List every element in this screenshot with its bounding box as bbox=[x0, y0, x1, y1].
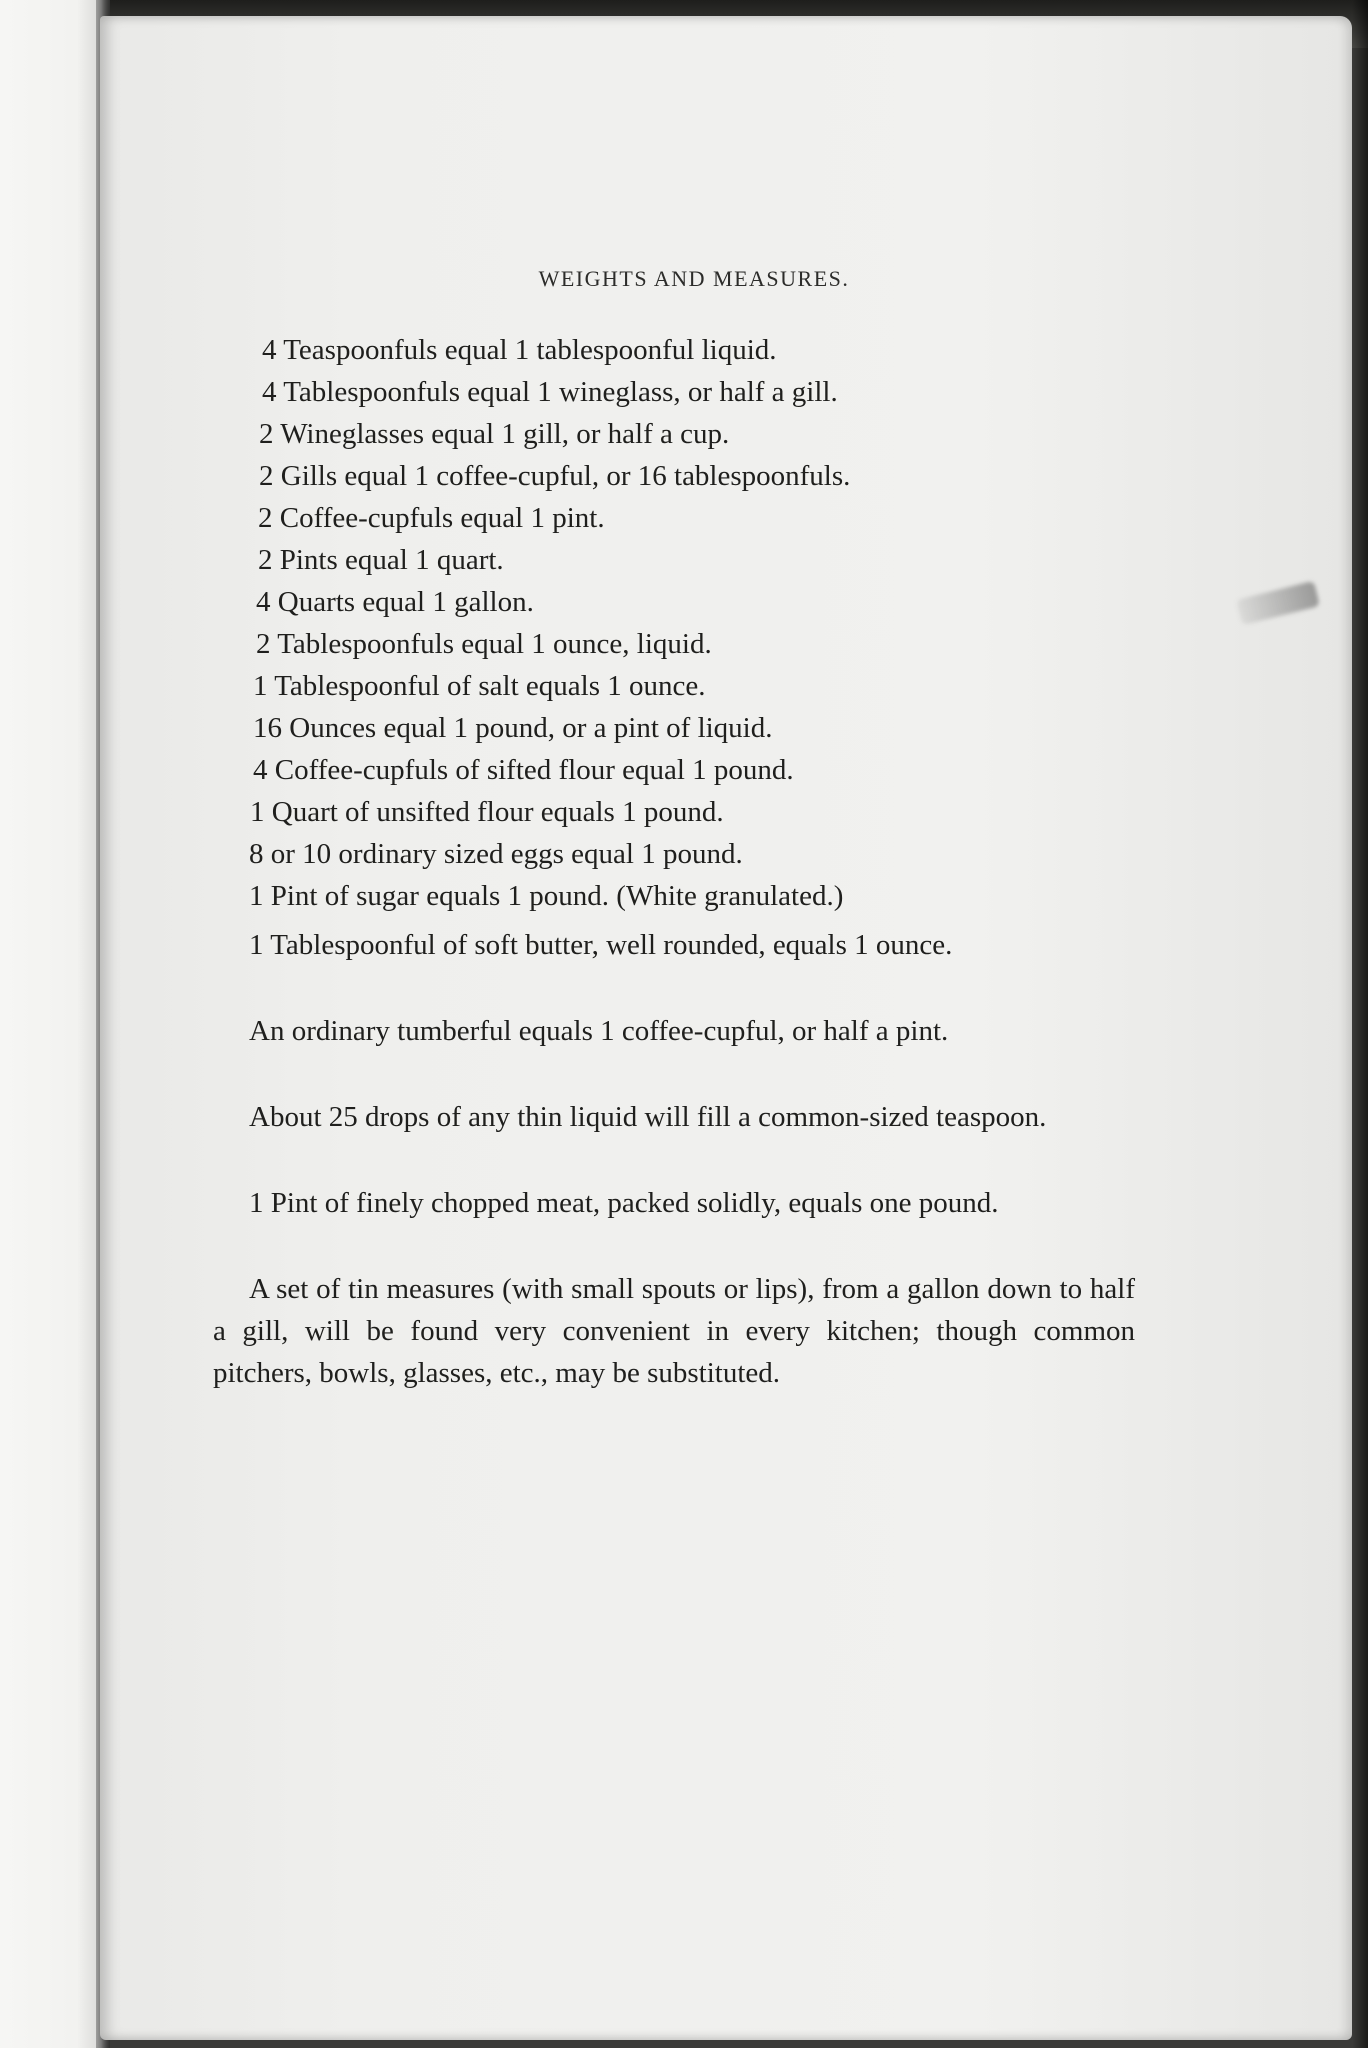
measure-line: 1 Pint of sugar equals 1 pound. (White granulated.) bbox=[249, 880, 844, 912]
measure-line: 4 Coffee-cupfuls of sifted flour equal 1 pound. bbox=[253, 754, 794, 786]
measure-line: 4 Tablespoonfuls equal 1 wineglass, or half a gill. bbox=[262, 376, 838, 408]
measure-line: 2 Gills equal 1 coffee-cupful, or 16 tablespoonfuls. bbox=[259, 460, 851, 492]
measure-line: 2 Coffee-cupfuls equal 1 pint. bbox=[258, 502, 605, 534]
measure-line: 4 Teaspoonfuls equal 1 tablespoonful liquid. bbox=[262, 334, 777, 366]
measure-line: 16 Ounces equal 1 pound, or a pint of liquid. bbox=[253, 712, 773, 744]
measure-line: 1 Quart of unsifted flour equals 1 pound. bbox=[250, 796, 724, 828]
measure-paragraph: 1 Tablespoonful of soft butter, well rounded, equals 1 ounce. bbox=[249, 929, 953, 961]
measure-paragraph: 1 Pint of finely chopped meat, packed solidly, equals one pound. bbox=[249, 1187, 999, 1219]
facing-page-edge bbox=[0, 0, 110, 2048]
page-heading: WEIGHTS AND MEASURES. bbox=[538, 266, 850, 291]
measure-paragraph: An ordinary tumberful equals 1 coffee-cupful, or half a pint. bbox=[249, 1015, 949, 1047]
measure-line: 8 or 10 ordinary sized eggs equal 1 pound. bbox=[249, 838, 743, 870]
measure-line: 4 Quarts equal 1 gallon. bbox=[256, 586, 534, 618]
measure-line: 2 Pints equal 1 quart. bbox=[258, 544, 504, 576]
measure-paragraph: About 25 drops of any thin liquid will fill a common-sized teaspoon. bbox=[249, 1101, 1047, 1133]
measure-line: 2 Wineglasses equal 1 gill, or half a cup. bbox=[259, 418, 730, 450]
measure-paragraph: A set of tin measures (with small spouts or lips), from a gallon down to half a gill, will be found very convenient in every kitchen; though common pitchers, bowls, glasses, etc., may be substituted. bbox=[213, 1273, 1135, 1389]
measure-line: 2 Tablespoonfuls equal 1 ounce, liquid. bbox=[256, 628, 712, 660]
page-right-shadow bbox=[1352, 0, 1368, 2048]
measure-line: 1 Tablespoonful of salt equals 1 ounce. bbox=[253, 670, 706, 702]
